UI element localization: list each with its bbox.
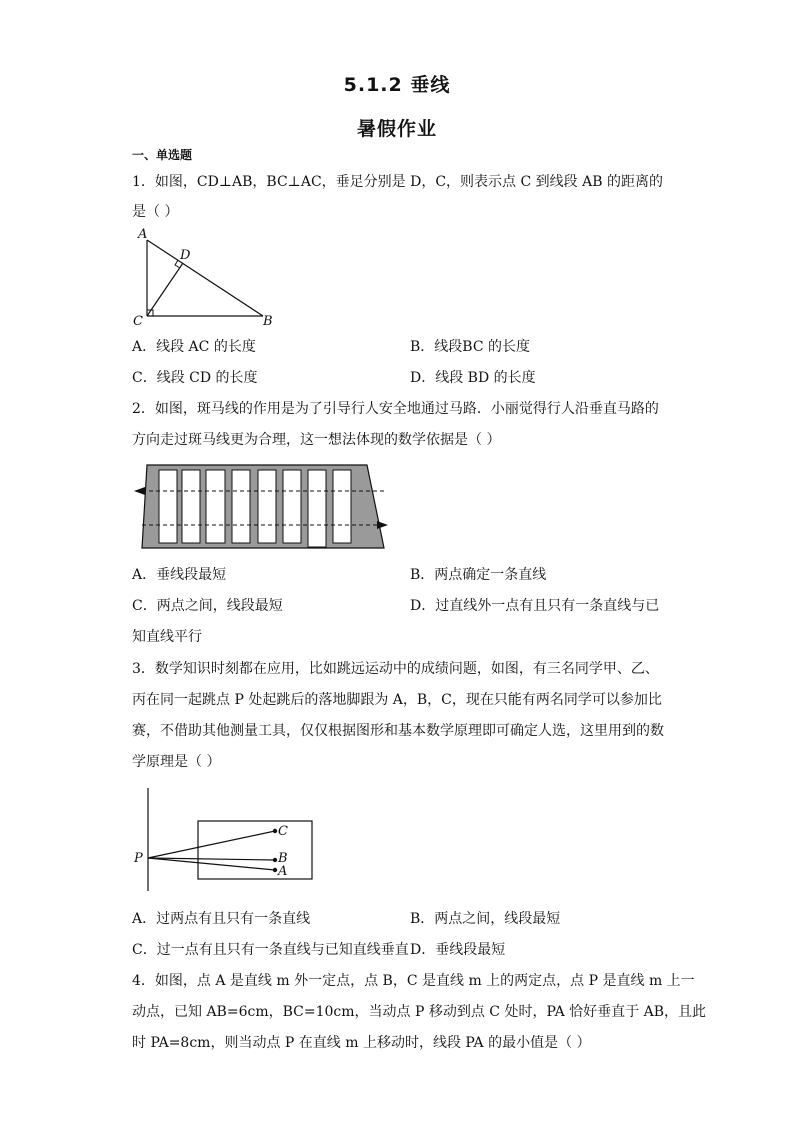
page-subtitle: 暑假作业 — [356, 118, 437, 140]
q3-option-d[interactable]: D．垂线段最短 — [410, 942, 506, 958]
q2-text-line1: 2．如图，斑马线的作用是为了引导行人安全地通过马路．小丽觉得行人沿垂直马路的 — [132, 401, 659, 417]
q2-option-d[interactable]: D．过直线外一点有且只有一条直线与已 — [410, 598, 660, 614]
q1-text-line1: 1．如图，CD⊥AB，BC⊥AC，垂足分别是 D，C，则表示点 C 到线段 AB 的距离的 — [132, 174, 663, 190]
q3-label-p: P — [134, 851, 143, 866]
q3-point-b — [273, 858, 277, 862]
q3-option-c[interactable]: C．过一点有且只有一条直线与已知直线垂直 — [132, 942, 409, 958]
q2-option-a[interactable]: A．垂线段最短 — [132, 567, 227, 583]
q3-label-b: B — [278, 851, 288, 866]
page-title: 5.1.2 垂线 — [343, 74, 451, 96]
q3-text-line2: 丙在同一起跳点 P 处起跳后的落地脚跟为 A，B，C，现在只能有两名同学可以参加比 — [132, 692, 662, 708]
q1-segment-ab — [147, 240, 263, 316]
q4-text-line1: 4．如图，点 A 是直线 m 外一定点，点 B，C 是直线 m 上的两定点，点 P 是直线 m 上一 — [132, 973, 695, 989]
q3-landing-pit — [198, 821, 312, 879]
q3-option-b[interactable]: B．两点之间，线段最短 — [410, 911, 561, 927]
q2-stripe-6 — [283, 470, 301, 543]
q2-stripe-1 — [159, 470, 177, 543]
q1-segment-cd — [147, 263, 183, 316]
q2-text-line2: 方向走过斑马线更为合理，这一想法体现的数学依据是（ ） — [132, 432, 501, 448]
q1-option-d[interactable]: D．线段 BD 的长度 — [410, 370, 536, 386]
q2-arrow-left-icon — [134, 487, 145, 495]
q2-option-b[interactable]: B．两点确定一条直线 — [410, 567, 547, 583]
q2-option-c[interactable]: C．两点之间，线段最短 — [132, 598, 283, 614]
q3-text-line3: 赛，不借助其他测量工具，仅仅根据图形和基本数学原理即可确定人选，这里用到的数 — [132, 723, 664, 739]
q1-label-c: C — [133, 314, 143, 329]
q1-option-c[interactable]: C．线段 CD 的长度 — [132, 370, 258, 386]
q1-option-b[interactable]: B．线段BC 的长度 — [410, 339, 530, 355]
q3-option-a[interactable]: A．过两点有且只有一条直线 — [132, 911, 311, 927]
q1-label-a: A — [138, 227, 148, 242]
section-heading: 一、单选题 — [132, 148, 193, 162]
q3-point-c — [273, 829, 277, 833]
q4-text-line3: 时 PA=8cm，则当动点 P 在直线 m 上移动时，线段 PA 的最小值是（ ） — [132, 1035, 591, 1051]
q2-stripe-8 — [333, 470, 351, 543]
q1-label-d: D — [180, 248, 191, 263]
q1-triangle-figure — [130, 228, 290, 328]
q2-stripe-7 — [308, 470, 326, 547]
q3-long-jump-figure — [130, 786, 330, 896]
q1-text-line2: 是（ ） — [132, 204, 179, 220]
q1-label-b: B — [263, 314, 273, 329]
q3-text-line1: 3．数学知识时刻都在应用，比如跳远运动中的成绩问题，如图，有三名同学甲、乙、 — [132, 661, 659, 677]
q2-stripe-2 — [182, 470, 200, 543]
q2-stripe-3 — [206, 470, 225, 543]
q1-option-a[interactable]: A．线段 AC 的长度 — [132, 339, 256, 355]
q3-point-a — [273, 868, 277, 872]
q2-crosswalk-figure — [132, 460, 392, 575]
q2-stripe-5 — [258, 470, 276, 543]
q2-stripe-4 — [232, 470, 250, 543]
q2-arrow-right-icon — [377, 521, 388, 529]
q3-segment-pc — [148, 831, 275, 858]
q3-label-c: C — [278, 824, 288, 839]
q3-text-line4: 学原理是（ ） — [132, 754, 221, 770]
q2-option-d-continued: 知直线平行 — [132, 629, 202, 645]
q4-text-line2: 动点，已知 AB=6cm，BC=10cm，当动点 P 移动到点 C 处时，PA 恰好垂直于 AB，且此 — [132, 1004, 706, 1020]
q3-label-a: A — [278, 864, 288, 879]
